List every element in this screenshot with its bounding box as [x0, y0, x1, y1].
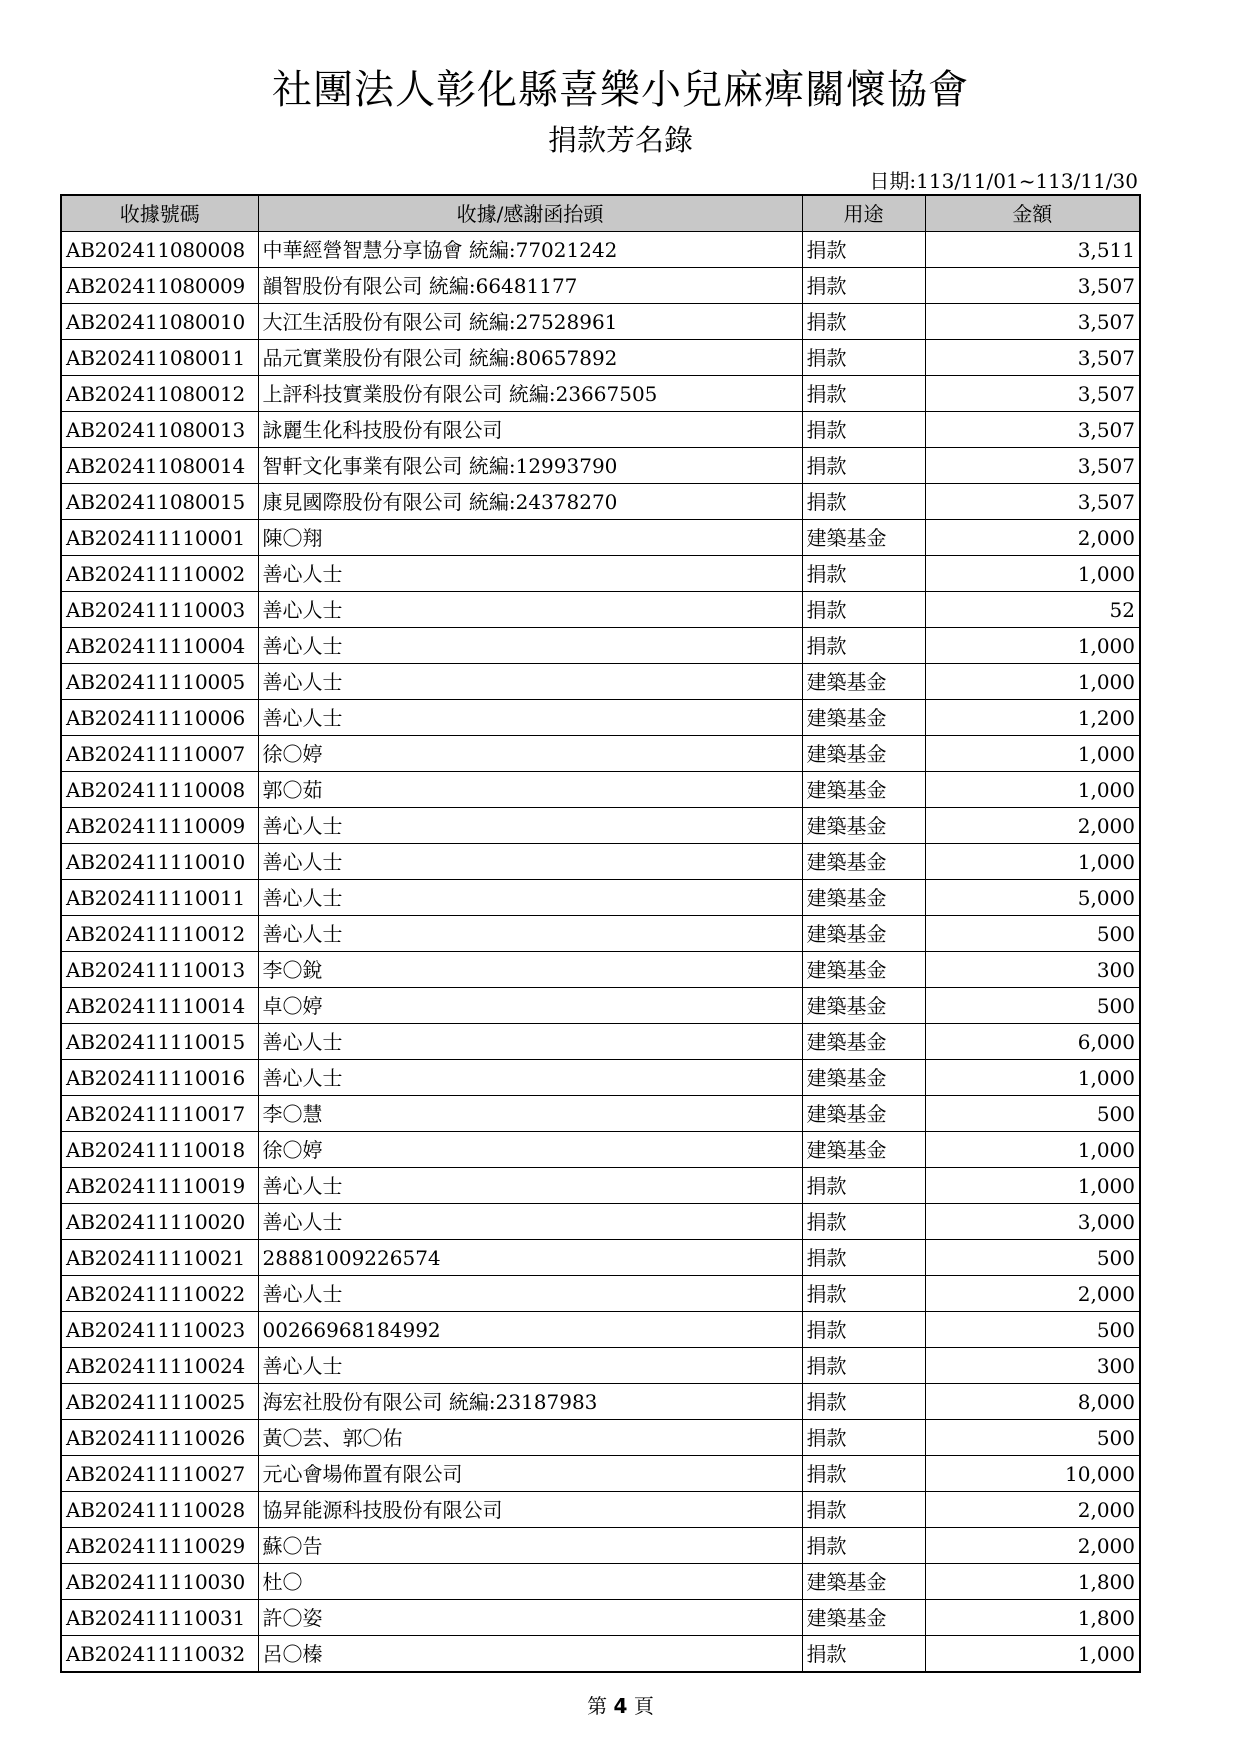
receipt-title-cell: 呂〇榛 [258, 1636, 802, 1673]
receipt-title-cell: 善心人士 [258, 1024, 802, 1060]
amount-cell: 2,000 [925, 1276, 1140, 1312]
receipt-number-cell: AB202411110004 [61, 628, 258, 664]
purpose-cell: 捐款 [802, 484, 925, 520]
page-suffix: 頁 [633, 1694, 654, 1718]
receipt-title-cell: 善心人士 [258, 1204, 802, 1240]
receipt-title-cell: 協昇能源科技股份有限公司 [258, 1492, 802, 1528]
receipt-number-cell: AB202411110013 [61, 952, 258, 988]
amount-cell: 500 [925, 1312, 1140, 1348]
table-row [61, 1132, 1140, 1168]
purpose-cell: 建築基金 [802, 916, 925, 952]
purpose-cell: 建築基金 [802, 772, 925, 808]
receipt-title-cell: 善心人士 [258, 880, 802, 916]
receipt-number-cell: AB202411110031 [61, 1600, 258, 1636]
purpose-cell: 捐款 [802, 412, 925, 448]
amount-cell: 500 [925, 988, 1140, 1024]
purpose-cell: 捐款 [802, 376, 925, 412]
receipt-title-cell: 智軒文化事業有限公司 統編:12993790 [258, 448, 802, 484]
receipt-title-cell: 善心人士 [258, 916, 802, 952]
table-row [61, 484, 1140, 520]
amount-cell: 1,000 [925, 628, 1140, 664]
column-header-receipt-title: 收據/感謝函抬頭 [258, 195, 802, 232]
date-range: 日期:113/11/01~113/11/30 [869, 169, 1138, 193]
receipt-title-cell: 品元實業股份有限公司 統編:80657892 [258, 340, 802, 376]
table-row [61, 1024, 1140, 1060]
purpose-cell: 捐款 [802, 304, 925, 340]
table-row [61, 520, 1140, 556]
table-row [61, 1420, 1140, 1456]
amount-cell: 3,507 [925, 448, 1140, 484]
amount-cell: 3,507 [925, 304, 1140, 340]
table-row [61, 880, 1140, 916]
receipt-number-cell: AB202411080012 [61, 376, 258, 412]
receipt-number-cell: AB202411110005 [61, 664, 258, 700]
amount-cell: 3,507 [925, 268, 1140, 304]
amount-cell: 1,200 [925, 700, 1140, 736]
receipt-number-cell: AB202411110012 [61, 916, 258, 952]
receipt-title-cell: 上評科技實業股份有限公司 統編:23667505 [258, 376, 802, 412]
receipt-title-cell: 28881009226574 [258, 1240, 802, 1276]
receipt-number-cell: AB202411110011 [61, 880, 258, 916]
receipt-title-cell: 海宏社股份有限公司 統編:23187983 [258, 1384, 802, 1420]
purpose-cell: 建築基金 [802, 1132, 925, 1168]
purpose-cell: 建築基金 [802, 844, 925, 880]
table-row [61, 304, 1140, 340]
receipt-number-cell: AB202411080009 [61, 268, 258, 304]
receipt-number-cell: AB202411110021 [61, 1240, 258, 1276]
receipt-title-cell: 卓〇婷 [258, 988, 802, 1024]
purpose-cell: 建築基金 [802, 952, 925, 988]
receipt-number-cell: AB202411110019 [61, 1168, 258, 1204]
amount-cell: 1,800 [925, 1600, 1140, 1636]
purpose-cell: 捐款 [802, 268, 925, 304]
table-row [61, 1528, 1140, 1564]
amount-cell: 1,000 [925, 664, 1140, 700]
purpose-cell: 捐款 [802, 1240, 925, 1276]
table-row [61, 1384, 1140, 1420]
document-subtitle: 捐款芳名錄 [547, 123, 693, 157]
amount-cell: 500 [925, 1240, 1140, 1276]
purpose-cell: 捐款 [802, 448, 925, 484]
receipt-title-cell: 徐〇婷 [258, 1132, 802, 1168]
table-row [61, 844, 1140, 880]
purpose-cell: 建築基金 [802, 988, 925, 1024]
amount-cell: 300 [925, 952, 1140, 988]
table-row [61, 1600, 1140, 1636]
purpose-cell: 建築基金 [802, 1096, 925, 1132]
table-row [61, 988, 1140, 1024]
purpose-cell: 捐款 [802, 1276, 925, 1312]
table-row [61, 1636, 1140, 1673]
column-header-amount: 金額 [925, 195, 1140, 232]
amount-cell: 5,000 [925, 880, 1140, 916]
receipt-title-cell: 善心人士 [258, 628, 802, 664]
purpose-cell: 建築基金 [802, 1060, 925, 1096]
receipt-number-cell: AB202411110016 [61, 1060, 258, 1096]
receipt-number-cell: AB202411110002 [61, 556, 258, 592]
table-row [61, 340, 1140, 376]
amount-cell: 2,000 [925, 520, 1140, 556]
amount-cell: 3,511 [925, 232, 1140, 268]
receipt-number-cell: AB202411080013 [61, 412, 258, 448]
amount-cell: 1,000 [925, 844, 1140, 880]
purpose-cell: 建築基金 [802, 700, 925, 736]
receipt-number-cell: AB202411080015 [61, 484, 258, 520]
amount-cell: 3,507 [925, 376, 1140, 412]
receipt-title-cell: 善心人士 [258, 592, 802, 628]
amount-cell: 6,000 [925, 1024, 1140, 1060]
receipt-title-cell: 韻智股份有限公司 統編:66481177 [258, 268, 802, 304]
purpose-cell: 建築基金 [802, 664, 925, 700]
amount-cell: 3,507 [925, 340, 1140, 376]
table-row [61, 700, 1140, 736]
receipt-title-cell: 善心人士 [258, 556, 802, 592]
receipt-title-cell: 善心人士 [258, 1276, 802, 1312]
receipt-title-cell: 蘇〇告 [258, 1528, 802, 1564]
purpose-cell: 捐款 [802, 592, 925, 628]
purpose-cell: 捐款 [802, 1420, 925, 1456]
receipt-number-cell: AB202411110029 [61, 1528, 258, 1564]
amount-cell: 1,000 [925, 1636, 1140, 1673]
table-header-row [61, 195, 1140, 232]
amount-cell: 500 [925, 1420, 1140, 1456]
receipt-title-cell: 徐〇婷 [258, 736, 802, 772]
amount-cell: 3,000 [925, 1204, 1140, 1240]
receipt-title-cell: 中華經營智慧分享協會 統編:77021242 [258, 232, 802, 268]
table-row [61, 268, 1140, 304]
receipt-number-cell: AB202411080014 [61, 448, 258, 484]
receipt-number-cell: AB202411110007 [61, 736, 258, 772]
purpose-cell: 捐款 [802, 1456, 925, 1492]
table-row [61, 772, 1140, 808]
receipt-title-cell: 李〇慧 [258, 1096, 802, 1132]
amount-cell: 1,000 [925, 1168, 1140, 1204]
receipt-number-cell: AB202411110017 [61, 1096, 258, 1132]
receipt-number-cell: AB202411080011 [61, 340, 258, 376]
receipt-number-cell: AB202411110014 [61, 988, 258, 1024]
receipt-number-cell: AB202411110010 [61, 844, 258, 880]
purpose-cell: 建築基金 [802, 1600, 925, 1636]
receipt-number-cell: AB202411110024 [61, 1348, 258, 1384]
purpose-cell: 捐款 [802, 556, 925, 592]
donor-table [60, 194, 1141, 1673]
purpose-cell: 捐款 [802, 1528, 925, 1564]
amount-cell: 3,507 [925, 412, 1140, 448]
table-row [61, 1348, 1140, 1384]
receipt-title-cell: 杜〇 [258, 1564, 802, 1600]
purpose-cell: 捐款 [802, 1636, 925, 1673]
table-row [61, 1564, 1140, 1600]
receipt-number-cell: AB202411110001 [61, 520, 258, 556]
amount-cell: 3,507 [925, 484, 1140, 520]
column-header-purpose: 用途 [802, 195, 925, 232]
purpose-cell: 捐款 [802, 1348, 925, 1384]
table-row [61, 232, 1140, 268]
table-row [61, 664, 1140, 700]
receipt-title-cell: 善心人士 [258, 700, 802, 736]
purpose-cell: 捐款 [802, 1492, 925, 1528]
amount-cell: 52 [925, 592, 1140, 628]
receipt-number-cell: AB202411110006 [61, 700, 258, 736]
receipt-title-cell: 善心人士 [258, 1060, 802, 1096]
receipt-title-cell: 00266968184992 [258, 1312, 802, 1348]
receipt-title-cell: 李〇銳 [258, 952, 802, 988]
receipt-number-cell: AB202411110022 [61, 1276, 258, 1312]
purpose-cell: 捐款 [802, 340, 925, 376]
purpose-cell: 建築基金 [802, 1564, 925, 1600]
receipt-number-cell: AB202411110028 [61, 1492, 258, 1528]
receipt-number-cell: AB202411110020 [61, 1204, 258, 1240]
table-row [61, 1492, 1140, 1528]
receipt-title-cell: 大江生活股份有限公司 統編:27528961 [258, 304, 802, 340]
table-body [61, 232, 1140, 1673]
receipt-number-cell: AB202411110003 [61, 592, 258, 628]
receipt-title-cell: 善心人士 [258, 844, 802, 880]
amount-cell: 1,000 [925, 1132, 1140, 1168]
receipt-number-cell: AB202411110025 [61, 1384, 258, 1420]
purpose-cell: 捐款 [802, 628, 925, 664]
purpose-cell: 捐款 [802, 1204, 925, 1240]
amount-cell: 500 [925, 1096, 1140, 1132]
page-number: 4 [613, 1694, 628, 1718]
receipt-number-cell: AB202411110027 [61, 1456, 258, 1492]
page-prefix: 第 [587, 1694, 608, 1718]
receipt-number-cell: AB202411110032 [61, 1636, 258, 1673]
purpose-cell: 建築基金 [802, 736, 925, 772]
table-row [61, 1240, 1140, 1276]
table-row [61, 952, 1140, 988]
receipt-title-cell: 善心人士 [258, 664, 802, 700]
receipt-number-cell: AB202411080008 [61, 232, 258, 268]
receipt-title-cell: 善心人士 [258, 1168, 802, 1204]
page-footer [0, 1690, 1241, 1719]
purpose-cell: 捐款 [802, 1384, 925, 1420]
receipt-number-cell: AB202411110018 [61, 1132, 258, 1168]
document-title: 社團法人彰化縣喜樂小兒麻痺關懷協會 [272, 67, 969, 113]
receipt-title-cell: 善心人士 [258, 808, 802, 844]
receipt-number-cell: AB202411080010 [61, 304, 258, 340]
amount-cell: 10,000 [925, 1456, 1140, 1492]
purpose-cell: 捐款 [802, 1168, 925, 1204]
purpose-cell: 建築基金 [802, 880, 925, 916]
receipt-number-cell: AB202411110015 [61, 1024, 258, 1060]
receipt-title-cell: 詠麗生化科技股份有限公司 [258, 412, 802, 448]
table-row [61, 448, 1140, 484]
amount-cell: 500 [925, 916, 1140, 952]
purpose-cell: 建築基金 [802, 808, 925, 844]
table-row [61, 628, 1140, 664]
amount-cell: 2,000 [925, 808, 1140, 844]
table-row [61, 1168, 1140, 1204]
table-row [61, 1060, 1140, 1096]
purpose-cell: 建築基金 [802, 1024, 925, 1060]
receipt-title-cell: 郭〇茹 [258, 772, 802, 808]
purpose-cell: 捐款 [802, 232, 925, 268]
table-row [61, 808, 1140, 844]
amount-cell: 1,000 [925, 556, 1140, 592]
receipt-title-cell: 黃〇芸、郭〇佑 [258, 1420, 802, 1456]
table-row [61, 736, 1140, 772]
table-row [61, 376, 1140, 412]
amount-cell: 300 [925, 1348, 1140, 1384]
table-row [61, 412, 1140, 448]
amount-cell: 2,000 [925, 1528, 1140, 1564]
receipt-number-cell: AB202411110026 [61, 1420, 258, 1456]
table-row [61, 1276, 1140, 1312]
table-row [61, 916, 1140, 952]
purpose-cell: 建築基金 [802, 520, 925, 556]
amount-cell: 1,000 [925, 1060, 1140, 1096]
receipt-title-cell: 元心會場佈置有限公司 [258, 1456, 802, 1492]
table-row [61, 1456, 1140, 1492]
amount-cell: 1,000 [925, 772, 1140, 808]
table-row [61, 1204, 1140, 1240]
table-row [61, 1312, 1140, 1348]
amount-cell: 1,800 [925, 1564, 1140, 1600]
amount-cell: 2,000 [925, 1492, 1140, 1528]
receipt-title-cell: 康見國際股份有限公司 統編:24378270 [258, 484, 802, 520]
receipt-number-cell: AB202411110009 [61, 808, 258, 844]
receipt-number-cell: AB202411110023 [61, 1312, 258, 1348]
table-row [61, 1096, 1140, 1132]
table-row [61, 592, 1140, 628]
amount-cell: 8,000 [925, 1384, 1140, 1420]
receipt-title-cell: 許〇姿 [258, 1600, 802, 1636]
table-row [61, 556, 1140, 592]
amount-cell: 1,000 [925, 736, 1140, 772]
purpose-cell: 捐款 [802, 1312, 925, 1348]
column-header-receipt-number: 收據號碼 [61, 195, 258, 232]
receipt-title-cell: 陳〇翔 [258, 520, 802, 556]
receipt-number-cell: AB202411110030 [61, 1564, 258, 1600]
receipt-number-cell: AB202411110008 [61, 772, 258, 808]
receipt-title-cell: 善心人士 [258, 1348, 802, 1384]
